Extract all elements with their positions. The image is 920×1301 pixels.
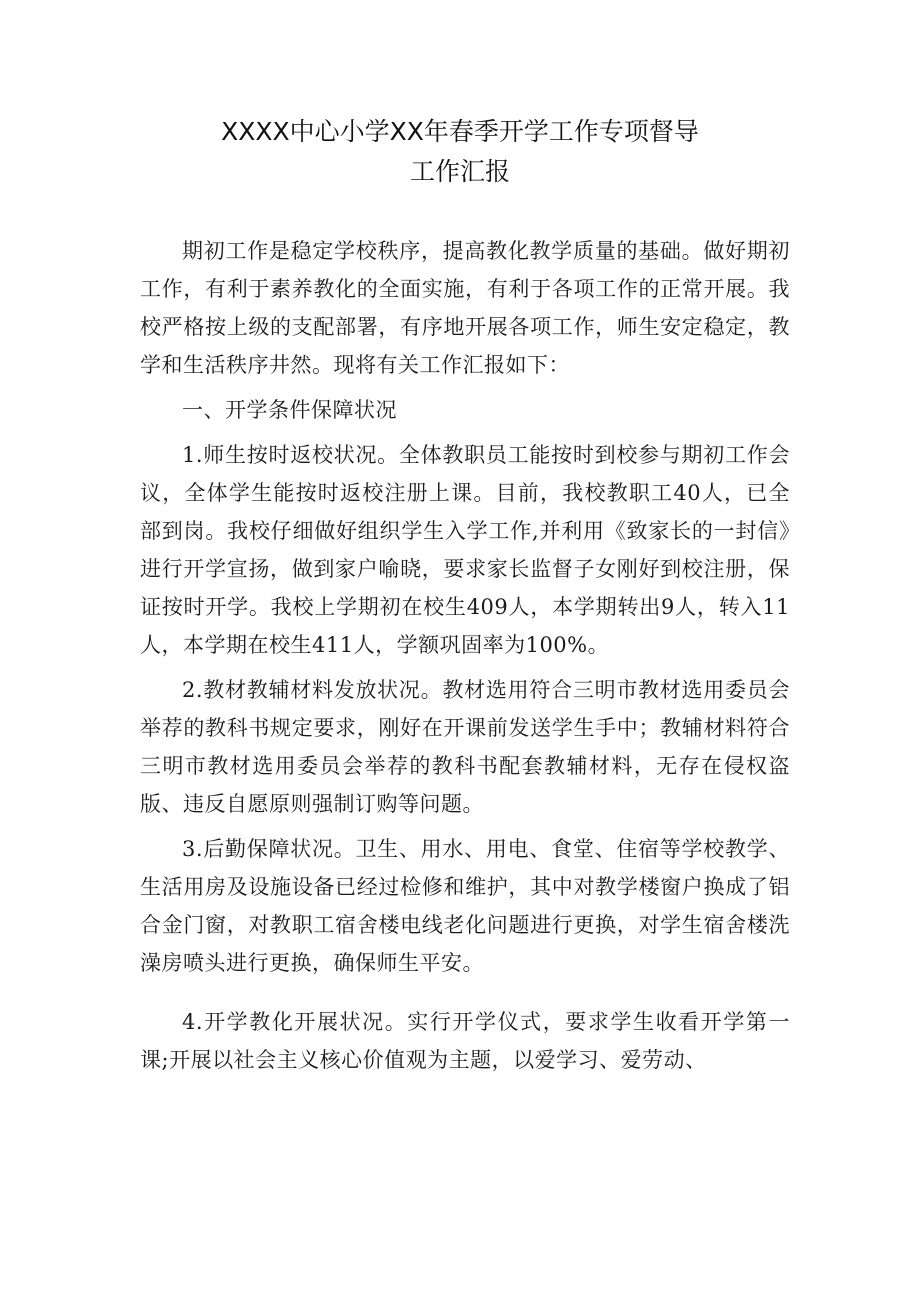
document-body xyxy=(140,232,790,1079)
item-paragraph-4: 4.开学教化开展状况。实行开学仪式，要求学生收看开学第一课;开展以社会主义核心价值观为主题，以爱学习、爱劳动、 xyxy=(140,1010,790,1072)
spacer xyxy=(140,384,790,391)
document-title-line-2: 工作汇报 xyxy=(409,157,510,186)
spacer xyxy=(140,982,790,1003)
item-paragraph-1: 1.师生按时返校状况。全体教职员工能按时到校参与期初工作会议，全体学生能按时返校注册上课。目前，我校教职工40人，已全部到岗。我校仔细做好组织学生入学工作,并利用《致家长的一封信》进行开学宣扬，做到家户喻晓，要求家长监督子女刚好到校注册，保证按时开学。我校上学期初在校生409人，本学期转出9人，转入11人，本学期在校生411人，学额巩固率为100%。 xyxy=(140,443,790,657)
spacer xyxy=(140,664,790,671)
spacer xyxy=(140,429,790,436)
item-paragraph-3: 3.后勤保障状况。卫生、用水、用电、食堂、住宿等学校教学、生活用房及设施设备已经过检修和维护，其中对教学楼窗户换成了铝合金门窗，对教职工宿舍楼电线老化问题进行更换，对学生宿舍楼洗澡房喷头进行更换，确保师生平安。 xyxy=(140,837,790,975)
section-heading-1: 一、开学条件保障状况 xyxy=(182,398,397,422)
intro-paragraph: 期初工作是稳定学校秩序，提高教化教学质量的基础。做好期初工作，有利于素养教化的全面实施，有利于各项工作的正常开展。我校严格按上级的支配部署，有序地开展各项工作，师生安定稳定，教学和生活秩序井然。现将有关工作汇报如下： xyxy=(140,239,790,377)
item-paragraph-2: 2.教材教辅材料发放状况。教材选用符合三明市教材选用委员会举荐的教科书规定要求，刚好在开课前发送学生手中；教辅材料符合三明市教材选用委员会举荐的教科书配套教辅材料，无存在侵权盗版、违反自愿原则强制订购等问题。 xyxy=(140,678,790,816)
document-title-line-1: XXXX中心小学XX年春季开学工作专项督导 xyxy=(221,117,699,146)
spacer xyxy=(140,823,790,830)
